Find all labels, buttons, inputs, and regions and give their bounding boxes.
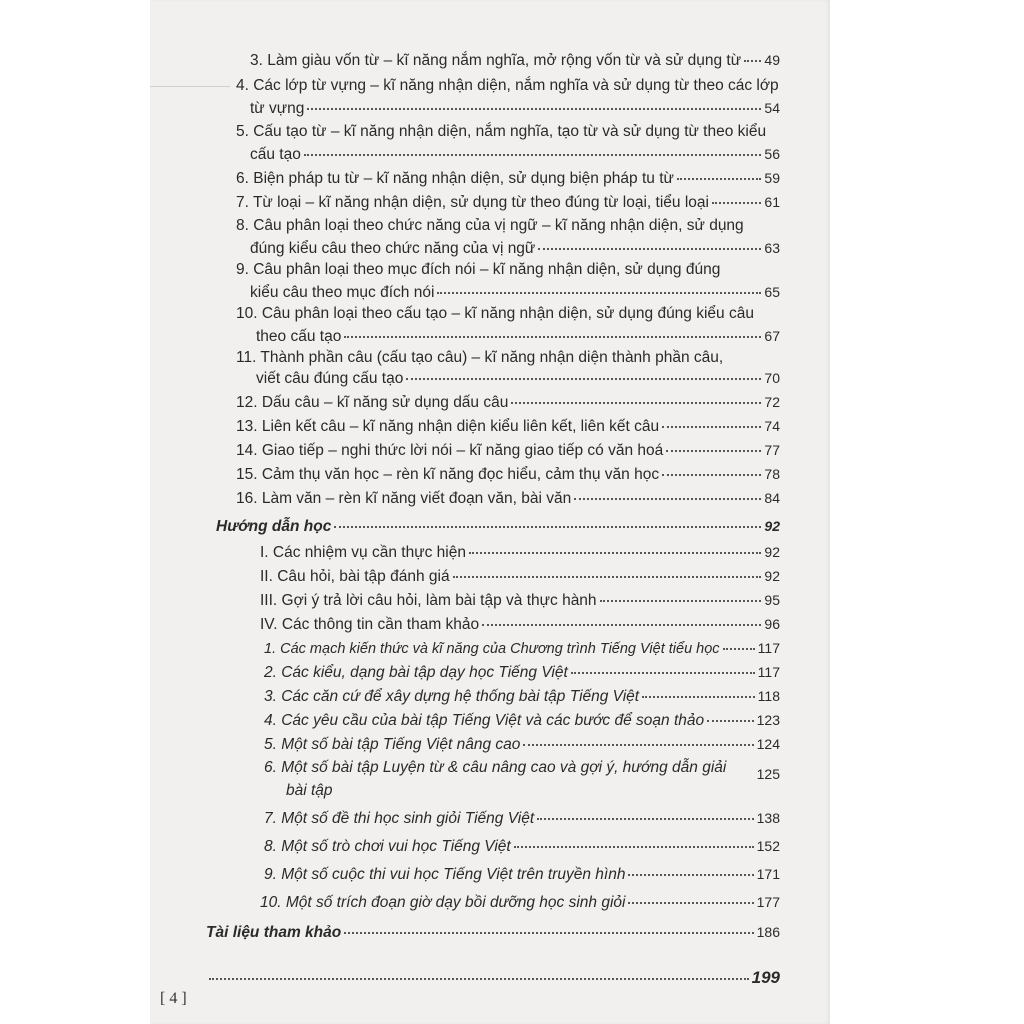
- toc-entry-page: 67: [764, 328, 780, 344]
- toc-entry[interactable]: [260, 542, 780, 563]
- dot-leader: [336, 790, 754, 792]
- toc-entry[interactable]: [260, 892, 780, 913]
- toc-entry-page: 65: [764, 284, 780, 300]
- dot-leader: [406, 378, 761, 380]
- toc-entry-line1: 4. Các lớp từ vựng – kĩ năng nhận diện, nắm nghĩa và sử dụng từ theo các lớp: [236, 77, 779, 94]
- toc-entry-title: 7. Từ loại – kĩ năng nhận diện, sử dụng từ theo đúng từ loại, tiểu loại: [236, 194, 709, 211]
- toc-entry[interactable]: [264, 638, 780, 659]
- toc-entry-page: 74: [764, 418, 780, 434]
- toc-entry-title: 12. Dấu câu – kĩ năng sử dụng dấu câu: [236, 394, 509, 411]
- toc-entry-title: Hướng dẫn học: [216, 518, 332, 535]
- toc-entry-page: 171: [756, 866, 780, 882]
- toc-entry-page: 54: [764, 100, 780, 116]
- toc-entry-title: I. Các nhiệm vụ cần thực hiện: [260, 544, 466, 561]
- dot-leader: [538, 248, 761, 250]
- toc-entry-title: 2. Các kiểu, dạng bài tập dạy học Tiếng Việt: [264, 664, 568, 681]
- toc-entry-title: 10. Một số trích đoạn giờ dạy bồi dưỡng học sinh giỏi: [260, 894, 626, 911]
- toc-entry-page: 77: [764, 442, 780, 458]
- toc-entry-page: 199: [751, 968, 780, 987]
- toc-entry-page: 117: [757, 640, 780, 656]
- dot-leader: [523, 744, 753, 746]
- toc-entry-page: 95: [764, 592, 780, 608]
- toc-entry-page: 61: [764, 194, 780, 210]
- toc-entry-title: 6. Biện pháp tu từ – kĩ năng nhận diện, sử dụng biện pháp tu từ: [236, 170, 674, 187]
- toc-entry[interactable]: [250, 238, 780, 259]
- dot-leader: [307, 108, 761, 110]
- toc-entry-title: cấu tạo: [250, 146, 301, 163]
- toc-entry[interactable]: [250, 144, 780, 165]
- toc-entry-line1: 11. Thành phần câu (cấu tạo câu) – kĩ năng nhận diện thành phần câu,: [236, 349, 724, 366]
- toc-entry[interactable]: [264, 734, 780, 755]
- toc-entry-title: đúng kiểu câu theo chức năng của vị ngữ: [250, 240, 536, 257]
- dot-leader: [707, 720, 754, 722]
- toc-entry[interactable]: [260, 590, 780, 611]
- toc-entry[interactable]: [236, 416, 780, 437]
- toc-entry-page: 84: [764, 490, 780, 506]
- toc-entry-page: 92: [764, 568, 780, 584]
- dot-leader: [482, 624, 761, 626]
- toc-entry-page: 118: [757, 688, 780, 704]
- toc-entry-page: 92: [764, 544, 780, 560]
- toc-entry-page: 59: [764, 170, 780, 186]
- toc-entry[interactable]: [260, 614, 780, 635]
- dot-leader: [344, 932, 753, 934]
- toc-entry[interactable]: [236, 488, 780, 509]
- toc-entry[interactable]: [256, 326, 780, 347]
- toc-entry[interactable]: [236, 464, 780, 485]
- toc-entry-page: 70: [764, 370, 780, 386]
- toc-entry-title: 3. Các căn cứ để xây dựng hệ thống bài tập Tiếng Việt: [264, 688, 640, 705]
- toc-entry[interactable]: [236, 440, 780, 461]
- dot-leader: [574, 498, 761, 500]
- dot-leader: [642, 696, 755, 698]
- toc-entry-title: kiểu câu theo mục đích nói: [250, 284, 435, 301]
- toc-entry-title: 13. Liên kết câu – kĩ năng nhận diện kiểu liên kết, liên kết câu: [236, 418, 660, 435]
- dot-leader: [662, 426, 761, 428]
- dot-leader: [662, 474, 761, 476]
- toc-entry-line1: 10. Câu phân loại theo cấu tạo – kĩ năng nhận diện, sử dụng đúng kiểu câu: [236, 305, 754, 322]
- toc-entry[interactable]: [236, 168, 780, 189]
- dot-leader: [744, 60, 761, 62]
- toc-entry-last[interactable]: [206, 968, 780, 988]
- toc-entry-line1: 5. Cấu tạo từ – kĩ năng nhận diện, nắm nghĩa, tạo từ và sử dụng từ theo kiểu: [236, 123, 767, 140]
- toc-entry[interactable]: [250, 50, 780, 71]
- toc-entry-title: 15. Cảm thụ văn học – rèn kĩ năng đọc hiểu, cảm thụ văn học: [236, 466, 660, 483]
- dot-leader: [514, 846, 754, 848]
- toc-entry[interactable]: [264, 662, 780, 683]
- dot-leader: [666, 450, 761, 452]
- dot-leader: [677, 178, 762, 180]
- toc-entry[interactable]: [236, 192, 780, 213]
- toc-entry-page: 177: [756, 894, 780, 910]
- toc-entry-title: từ vựng: [250, 100, 305, 117]
- toc-entry-title: 7. Một số đề thi học sinh giỏi Tiếng Việt: [264, 810, 535, 827]
- dot-leader: [537, 818, 754, 820]
- dot-leader: [571, 672, 755, 674]
- toc-entry[interactable]: [236, 392, 780, 413]
- toc-entry-page: 92: [764, 518, 780, 534]
- toc-entry-page: 72: [764, 394, 780, 410]
- toc-entry-title: IV. Các thông tin cần tham khảo: [260, 616, 480, 633]
- toc-entry-page: 138: [756, 810, 780, 826]
- dot-leader: [712, 202, 761, 204]
- toc-entry-page: 117: [757, 664, 780, 680]
- toc-entry-title: 5. Một số bài tập Tiếng Việt nâng cao: [264, 736, 521, 753]
- toc-entry-title: 4. Các yêu cầu của bài tập Tiếng Việt và các bước để soạn thảo: [264, 712, 705, 729]
- toc-entry-page: 123: [756, 712, 780, 728]
- toc-entry[interactable]: [264, 836, 780, 857]
- toc-entry-page: 124: [756, 736, 780, 752]
- toc-entry-title: bài tập: [286, 782, 333, 799]
- toc-entry[interactable]: [264, 808, 780, 829]
- toc-entry-page: 186: [756, 924, 780, 940]
- toc-entry[interactable]: [264, 864, 780, 885]
- toc-entry-page: 63: [764, 240, 780, 256]
- toc-entry-title: 3. Làm giàu vốn từ – kĩ năng nắm nghĩa, mở rộng vốn từ và sử dụng từ: [250, 52, 742, 69]
- toc-entry-title: theo cấu tạo: [256, 328, 342, 345]
- dot-leader: [453, 576, 762, 578]
- toc-entry[interactable]: [264, 686, 780, 707]
- background-left: [0, 0, 150, 1024]
- dot-leader: [209, 978, 749, 980]
- toc-entry-line1: 8. Câu phân loại theo chức năng của vị ngữ – kĩ năng nhận diện, sử dụng: [236, 217, 744, 234]
- toc-entry-page: 125: [756, 766, 780, 782]
- toc-entry-title: 9. Một số cuộc thi vui học Tiếng Việt trên truyền hình: [264, 866, 626, 883]
- toc-entry-title: 14. Giao tiếp – nghi thức lời nói – kĩ năng giao tiếp có văn hoá: [236, 442, 664, 459]
- toc-entry[interactable]: [256, 368, 780, 389]
- toc-entry-page: 49: [764, 52, 780, 68]
- toc-section-tai-lieu-tham-khao[interactable]: [206, 922, 780, 943]
- toc-section-huong-dan-hoc[interactable]: [216, 516, 780, 537]
- toc-entry-page: 96: [764, 616, 780, 632]
- toc-entry-title: Tài liệu tham khảo: [206, 924, 342, 941]
- dot-leader: [511, 402, 761, 404]
- background-right: [830, 0, 1024, 1024]
- toc-entry-title: II. Câu hỏi, bài tập đánh giá: [260, 568, 450, 585]
- dot-leader: [437, 292, 761, 294]
- dot-leader: [600, 600, 762, 602]
- page-number: [ 4 ]: [160, 990, 187, 1007]
- toc-entry-page: 78: [764, 466, 780, 482]
- dot-leader: [344, 336, 761, 338]
- dot-leader: [469, 552, 761, 554]
- dot-leader: [723, 648, 755, 650]
- toc-entry-title: 16. Làm văn – rèn kĩ năng viết đoạn văn, bài văn: [236, 490, 572, 507]
- dot-leader: [304, 154, 762, 156]
- table-of-contents: [150, 0, 830, 1024]
- toc-entry-title: 8. Một số trò chơi vui học Tiếng Việt: [264, 838, 511, 855]
- toc-entry-line1: 6. Một số bài tập Luyện từ & câu nâng cao và gợi ý, hướng dẫn giải: [264, 759, 727, 776]
- toc-entry[interactable]: [260, 566, 780, 587]
- toc-entry[interactable]: [250, 98, 780, 119]
- toc-entry[interactable]: [264, 710, 780, 731]
- dot-leader: [628, 902, 753, 904]
- dot-leader: [628, 874, 753, 876]
- toc-entry-title: 1. Các mạch kiến thức và kĩ năng của Chương trình Tiếng Việt tiểu học: [264, 641, 720, 657]
- toc-entry-line1: 9. Câu phân loại theo mục đích nói – kĩ năng nhận diện, sử dụng đúng: [236, 261, 721, 278]
- toc-entry-title: III. Gợi ý trả lời câu hỏi, làm bài tập và thực hành: [260, 592, 597, 609]
- toc-entry-page: 56: [764, 146, 780, 162]
- dot-leader: [334, 526, 761, 528]
- toc-entry-title: viết câu đúng cấu tạo: [256, 370, 404, 387]
- toc-entry[interactable]: [250, 282, 780, 303]
- toc-entry-page: 152: [756, 838, 780, 854]
